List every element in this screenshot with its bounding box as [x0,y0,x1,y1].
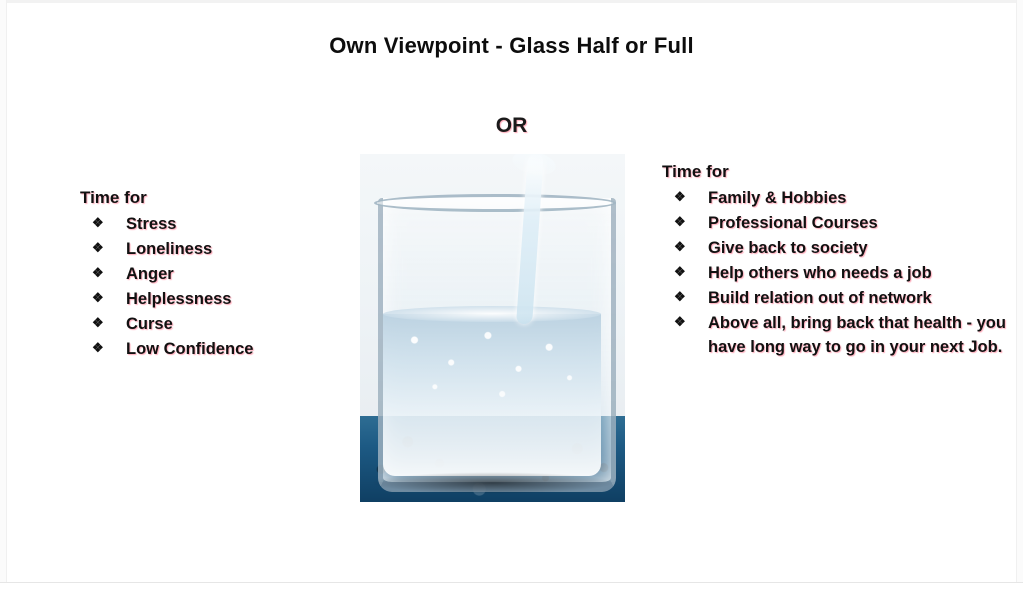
diamond-bullet-icon: ❖ [674,289,686,305]
diamond-bullet-icon: ❖ [92,340,104,356]
diamond-bullet-icon: ❖ [92,265,104,281]
list-item [662,286,1007,310]
diamond-bullet-icon: ❖ [674,314,686,330]
list-item-label: Helplessness [126,290,232,309]
glass-shadow [370,472,614,494]
list-item [662,236,1007,260]
list-item-label: Give back to society [708,239,868,258]
list-item-label: Family & Hobbies [708,189,847,207]
water-surface [383,306,601,322]
diamond-bullet-icon: ❖ [674,189,686,204]
right-bullet-list [662,186,1007,360]
list-item [80,262,350,286]
list-item-label: Stress [126,215,177,233]
diamond-bullet-icon: ❖ [92,240,104,256]
diamond-bullet-icon: ❖ [92,290,104,306]
list-item-label: Help others who needs a job [708,264,932,283]
list-item [80,212,350,236]
list-item [80,237,350,261]
list-item [80,337,350,361]
list-item [80,312,350,336]
diamond-bullet-icon: ❖ [92,215,104,230]
glass-of-water-image [360,154,625,502]
right-text-block [662,162,1007,361]
slide-frame-left [0,0,7,595]
slide-frame-top [0,0,1023,3]
list-item-label: Above all, bring back that health - you have long way to go in your next Job. [708,314,1006,357]
diamond-bullet-icon: ❖ [92,315,104,331]
list-item-label: Low Confidence [126,340,254,359]
list-item [80,287,350,311]
list-item [662,211,1007,235]
list-item-label: Build relation out of network [708,289,932,308]
right-heading: Time for [662,162,729,181]
water-bubbles [390,322,594,412]
left-bullet-list [80,212,350,361]
list-item [662,261,1007,285]
slide-title: Own Viewpoint - Glass Half or Full [329,33,694,58]
list-item-label: Professional Courses [708,214,878,233]
diamond-bullet-icon: ❖ [674,264,686,280]
slide-frame-bottom [0,582,1023,595]
left-text-block [80,188,350,362]
list-item-label: Curse [126,315,173,334]
diamond-bullet-icon: ❖ [674,239,686,255]
left-heading: Time for [80,188,147,207]
list-item-label: Loneliness [126,240,213,259]
slide-frame-right [1016,0,1023,595]
list-item [662,186,1007,210]
list-item-label: Anger [126,265,174,284]
diamond-bullet-icon: ❖ [674,214,686,230]
list-item [662,311,1007,359]
glass-rim [374,194,616,212]
or-separator-label: OR [495,114,528,137]
